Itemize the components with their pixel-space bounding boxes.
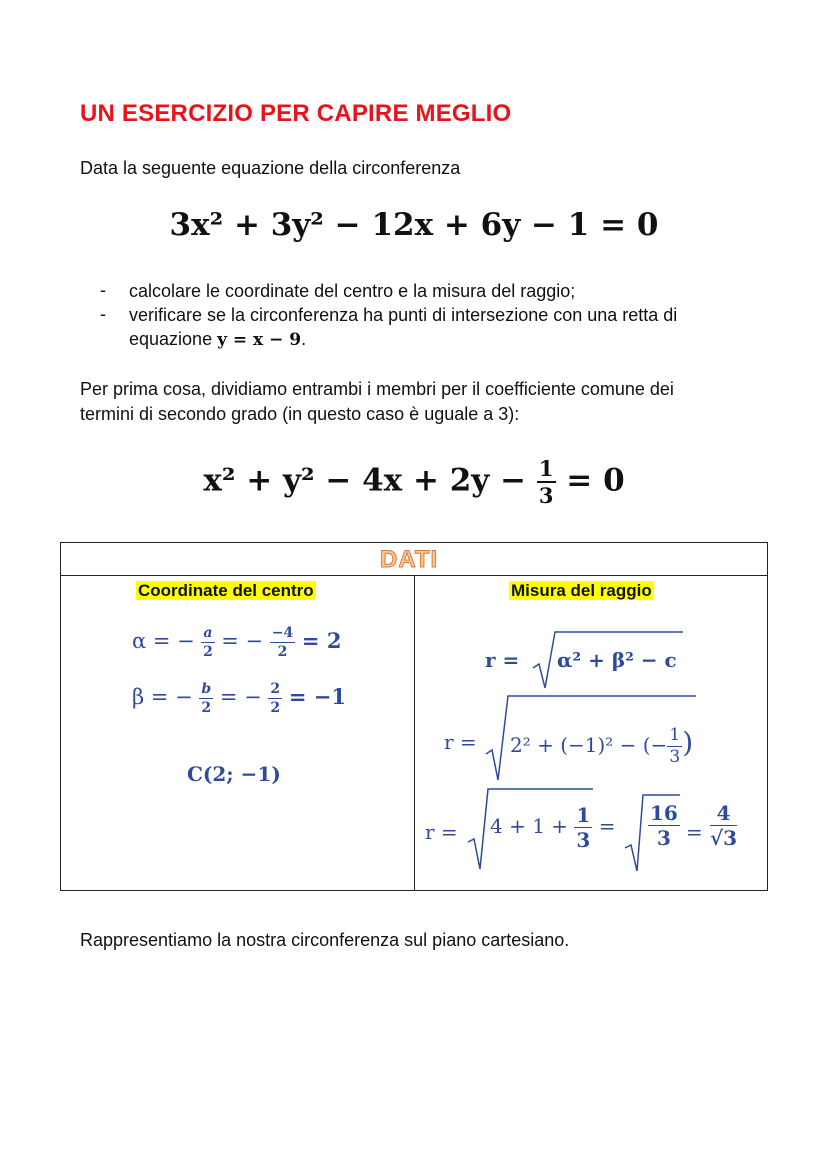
frac-num: 16 (650, 801, 678, 825)
alpha-frac-1 (201, 626, 214, 659)
frac-num: b (201, 681, 212, 697)
equals: = (686, 820, 703, 844)
radicand-text: 2² + (−1)² − (− (510, 733, 668, 757)
main-equation: 3x² + 3y² − 12x + 6y − 1 = 0 (169, 207, 659, 243)
four-over-root3 (710, 803, 737, 848)
frac-num: −4 (271, 625, 294, 641)
radius-step3-lhs: r = (425, 820, 458, 844)
intro-text: Data la seguente equazione della circonferenza (80, 158, 461, 178)
frac-num: a (203, 625, 213, 641)
alpha-result: = 2 (301, 628, 342, 653)
radius-result (710, 803, 737, 848)
alpha-lhs: α = − (132, 629, 195, 653)
close-paren: ) (682, 726, 694, 759)
beta-mid: = − (219, 685, 262, 709)
frac-den: 3 (576, 828, 591, 852)
fraction-one-third (537, 458, 556, 506)
alpha-equation (132, 626, 341, 659)
frac-num: 2 (270, 681, 281, 697)
beta-equation (132, 682, 346, 715)
frac-den: 3 (669, 747, 681, 767)
frac-num: 1 (538, 456, 554, 481)
reduced-equation (0, 458, 828, 506)
radius-step3-sqrt16 (648, 803, 680, 848)
r2-fraction (667, 727, 682, 766)
alpha-frac-2 (270, 626, 295, 659)
radius-step2-radicand (510, 726, 693, 766)
center-point: C(2; −1) (187, 762, 281, 786)
bullet-dash: - (100, 304, 106, 324)
reduced-lhs: x² + y² − 4x + 2y − (203, 462, 527, 499)
page-title: UN ESERCIZIO PER CAPIRE MEGLIO (80, 100, 512, 127)
frac-den: 3 (538, 483, 554, 508)
table-header: DATI (380, 546, 439, 573)
beta-frac-1 (199, 682, 213, 715)
bullet-2-cont: equazione y = x − 9. (129, 329, 307, 350)
frac-den: 2 (201, 700, 212, 716)
step-text-1: Per prima cosa, dividiamo entrambi i membri per il coefficiente comune dei (80, 379, 674, 399)
frac-num: 1 (576, 803, 591, 827)
frac-den: 3 (656, 826, 671, 850)
radius-step2-lhs: r = (444, 730, 477, 754)
frac-den: 2 (203, 644, 213, 660)
frac-den: 2 (270, 700, 281, 716)
frac-num: 1 (669, 725, 681, 745)
frac-num: 4 (710, 803, 737, 826)
r3-fraction (574, 805, 592, 850)
table-divider (414, 575, 415, 891)
equals: = (598, 814, 616, 838)
radius-step3-radicand (490, 805, 615, 850)
step-text-2: termini di secondo grado (in questo caso è uguale a 3): (80, 404, 520, 424)
col-left-header (136, 581, 316, 601)
radius-formula-lhs: r = (485, 648, 520, 672)
bullet-1: calcolare le coordinate del centro e la misura del raggio; (129, 281, 576, 301)
col-right-header (509, 581, 654, 601)
radicand-text: 4 + 1 + (490, 814, 569, 838)
radius-formula-radicand: α² + β² − c (557, 648, 677, 672)
sixteen-thirds (648, 803, 680, 848)
beta-result: = −1 (288, 684, 346, 709)
col-right-label: Misura del raggio (511, 581, 652, 600)
col-left-label: Coordinate del centro (138, 581, 314, 600)
alpha-mid: = − (221, 629, 264, 653)
bullet-dash: - (100, 280, 106, 300)
reduced-rhs: = 0 (566, 462, 625, 499)
beta-lhs: β = − (132, 685, 193, 709)
line-equation: y = x − 9 (217, 330, 302, 350)
bullet-2: verificare se la circonferenza ha punti di intersezione con una retta di (129, 305, 678, 325)
beta-frac-2 (268, 682, 282, 715)
closing-text: Rappresentiamo la nostra circonferenza sul piano cartesiano. (80, 930, 570, 950)
frac-den: 2 (277, 644, 288, 660)
frac-den: √3 (710, 826, 738, 850)
bullet-2-text: equazione (129, 329, 213, 349)
